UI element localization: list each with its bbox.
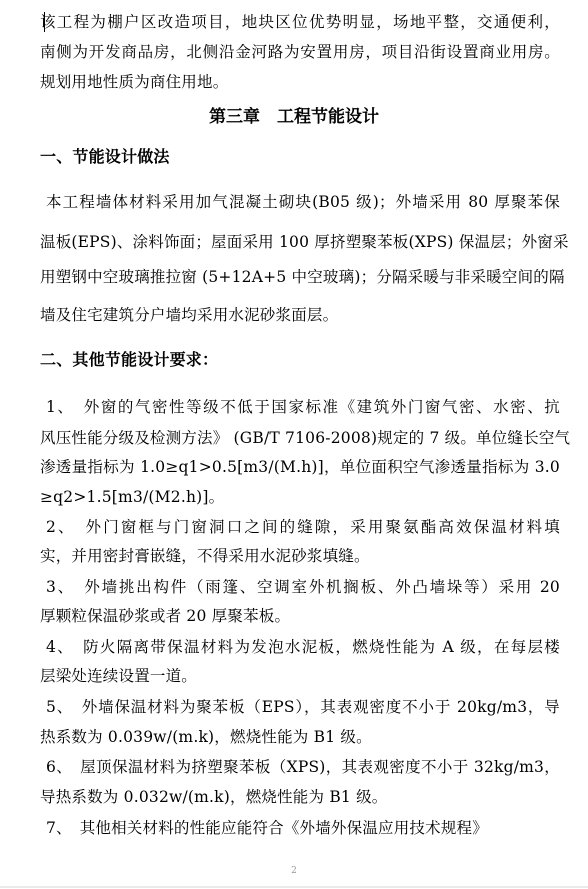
item5-line-1: 5、 外墙保温材料为聚苯板（EPS），其表观密度不小于 20kg/m3，导 bbox=[46, 698, 560, 716]
item1-line-4: ≥q2>1.5[m3/(M2.h)]。 bbox=[40, 488, 225, 506]
item7-line-1: 7、 其他相关材料的性能应能符合《外墙外保温应用技术规程》 bbox=[46, 819, 488, 837]
item6-line-1: 6、 屋顶保温材料为挤塑聚苯板（XPS)，其表观密度不小于 32kg/m3， bbox=[46, 758, 560, 776]
page-bottom-divider bbox=[0, 886, 588, 888]
intro-line-1: 该工程为棚户区改造项目，地块区位优势明显，场地平整，交通便利， bbox=[40, 13, 560, 31]
section1-line-1: 本工程墙体材料采用加气混凝土砌块(B05 级)；外墙采用 80 厚聚苯保 bbox=[46, 193, 560, 211]
item1-line-2: 风压性能分级及检测方法》 (GB/T 7106-2008)规定的 7 级。单位缝长空气 bbox=[40, 429, 571, 447]
item6-line-2: 导热系数为 0.032w/(m.k)，燃烧性能为 B1 级。 bbox=[40, 788, 388, 806]
section1-line-3: 用塑钢中空玻璃推拉窗 (5+12A+5 中空玻璃)；分隔采暖与非采暖空间的隔 bbox=[40, 268, 565, 286]
item1-line-1: 1、 外窗的气密性等级不低于国家标准《建筑外门窗气密、水密、抗 bbox=[46, 398, 560, 416]
item3-line-2: 厚颗粒保温砂浆或者 20 厚聚苯板。 bbox=[40, 607, 291, 625]
item1-line-3: 渗透量指标为 1.0≥q1>0.5[m3/(M.h)]，单位面积空气渗透量指标为 3.0 bbox=[40, 458, 560, 476]
chapter-title: 第三章 工程节能设计 bbox=[209, 107, 379, 127]
section1-line-2: 温板(EPS)、涂料饰面；屋面采用 100 厚挤塑聚苯板(XPS) 保温层；外窗采 bbox=[40, 233, 569, 251]
item4-line-2: 层梁处连续设置一道。 bbox=[40, 667, 198, 685]
section2-heading: 二、其他节能设计要求： bbox=[40, 350, 219, 369]
intro-line-3: 规划用地性质为商住用地。 bbox=[40, 73, 229, 91]
section1-line-4: 墙及住宅建筑分户墙均采用水泥砂浆面层。 bbox=[40, 306, 339, 324]
item2-line-1: 2、 外门窗框与门窗洞口之间的缝隙，采用聚氨酯高效保温材料填 bbox=[46, 518, 560, 536]
item4-line-1: 4、 防火隔离带保温材料为发泡水泥板，燃烧性能为 A 级，在每层楼 bbox=[46, 638, 560, 656]
item2-line-2: 实，并用密封膏嵌缝，不得采用水泥砂浆填缝。 bbox=[40, 547, 370, 565]
intro-line-2: 南侧为开发商品房，北侧沿金河路为安置用房，项目沿街设置商业用房。 bbox=[40, 43, 560, 61]
page-number: 2 bbox=[291, 866, 297, 876]
item5-line-2: 热系数为 0.039w/(m.k)，燃烧性能为 B1 级。 bbox=[40, 728, 372, 746]
section1-heading: 一、节能设计做法 bbox=[40, 147, 170, 166]
item3-line-1: 3、 外墙挑出构件（雨篷、空调室外机搁板、外凸墙垛等）采用 20 bbox=[46, 578, 560, 596]
